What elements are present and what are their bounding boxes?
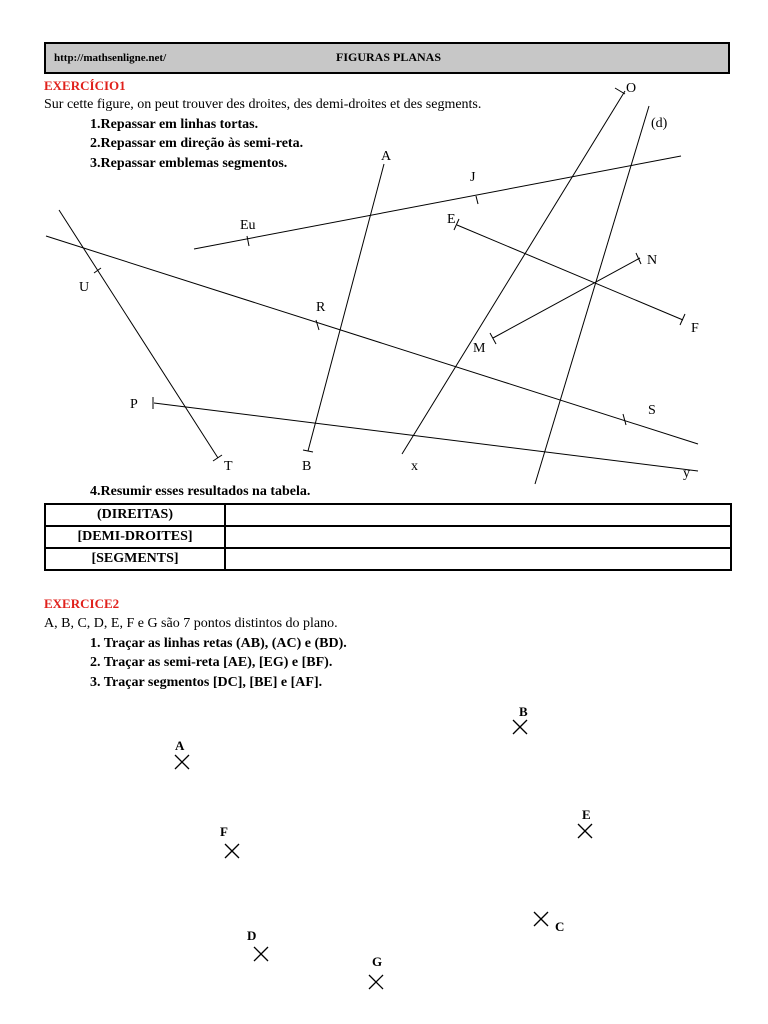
ray-py — [154, 403, 698, 471]
answer-cell-demi-droites[interactable] — [225, 526, 731, 548]
exercise1-step3: 3.Repassar emblemas segmentos. — [90, 156, 288, 171]
point-f-label: F — [220, 824, 228, 839]
exercise2-step1: 1. Traçar as linhas retas (AB), (AC) e (BD). — [90, 636, 347, 651]
point-b-marker — [513, 720, 527, 734]
label-u: U — [79, 280, 90, 295]
label-s: S — [648, 403, 656, 418]
label-e: E — [447, 212, 456, 227]
exercise1-step4: 4.Resumir esses resultados na tabela. — [90, 484, 311, 499]
table-row — [45, 548, 731, 570]
segment-ef — [457, 225, 683, 320]
row-header-direitas: (DIREITAS) — [45, 504, 225, 526]
point-a-label: A — [175, 738, 185, 753]
label-b: B — [302, 459, 312, 474]
tick-n — [636, 253, 641, 264]
label-x: x — [411, 459, 418, 474]
label-t: T — [224, 459, 233, 474]
point-e-marker — [578, 824, 592, 838]
line-eu-j — [194, 156, 681, 249]
site-url[interactable]: http://mathsenligne.net/ — [54, 52, 167, 64]
exercise1-intro: Sur cette figure, on peut trouver des droites, des demi-droites et des segments. — [44, 97, 482, 112]
line-xo — [402, 91, 625, 454]
point-g-label: G — [372, 954, 383, 969]
point-e-label: E — [582, 807, 591, 822]
page-title: FIGURAS PLANAS — [336, 50, 442, 64]
label-y: y — [683, 466, 690, 481]
point-d-marker — [254, 947, 268, 961]
exercise1-step1: 1.Repassar em linhas tortas. — [90, 117, 259, 132]
tick-s — [623, 414, 626, 425]
tick-u — [94, 268, 101, 273]
label-eu: Eu — [240, 218, 256, 233]
label-r: R — [316, 300, 326, 315]
answer-cell-segments[interactable] — [225, 548, 731, 570]
row-header-segments: [SEGMENTS] — [45, 548, 225, 570]
exercise1-title: EXERCÍCIO1 — [44, 78, 126, 93]
point-b-label: B — [519, 704, 528, 719]
label-n: N — [647, 253, 658, 268]
point-c-label: C — [555, 919, 565, 934]
tick-j — [476, 196, 478, 204]
label-f: F — [691, 321, 699, 336]
exercise2-intro: A, B, C, D, E, F e G são 7 pontos distintos do plano. — [44, 616, 338, 631]
exercise1-step2: 2.Repassar em direção às semi-reta. — [90, 136, 304, 151]
tick-r — [316, 320, 319, 330]
results-table — [44, 503, 732, 571]
point-f-marker — [225, 844, 239, 858]
label-m: M — [473, 341, 486, 356]
tick-o — [615, 88, 625, 94]
label-p: P — [130, 397, 138, 412]
label-j: J — [470, 170, 476, 185]
answer-cell-direitas[interactable] — [225, 504, 731, 526]
label-d: (d) — [651, 116, 668, 131]
row-header-demi-droites: [DEMI-DROITES] — [45, 526, 225, 548]
point-a-marker — [175, 755, 189, 769]
label-a: A — [381, 149, 392, 164]
point-g-marker — [369, 975, 383, 989]
ray-ut — [59, 210, 218, 458]
label-o: O — [626, 81, 637, 96]
tick-m — [490, 333, 496, 344]
point-d-label: D — [247, 928, 257, 943]
tick-t — [213, 455, 222, 461]
table-row — [45, 504, 731, 526]
exercise2-title: EXERCICE2 — [44, 596, 120, 611]
table-row — [45, 526, 731, 548]
exercise2-step2: 2. Traçar as semi-reta [AE), [EG) e [BF). — [90, 655, 333, 670]
point-c-marker — [534, 912, 548, 926]
tick-eu — [247, 236, 249, 246]
line-d — [535, 106, 649, 484]
exercise2-step3: 3. Traçar segmentos [DC], [BE] e [AF]. — [90, 675, 323, 690]
